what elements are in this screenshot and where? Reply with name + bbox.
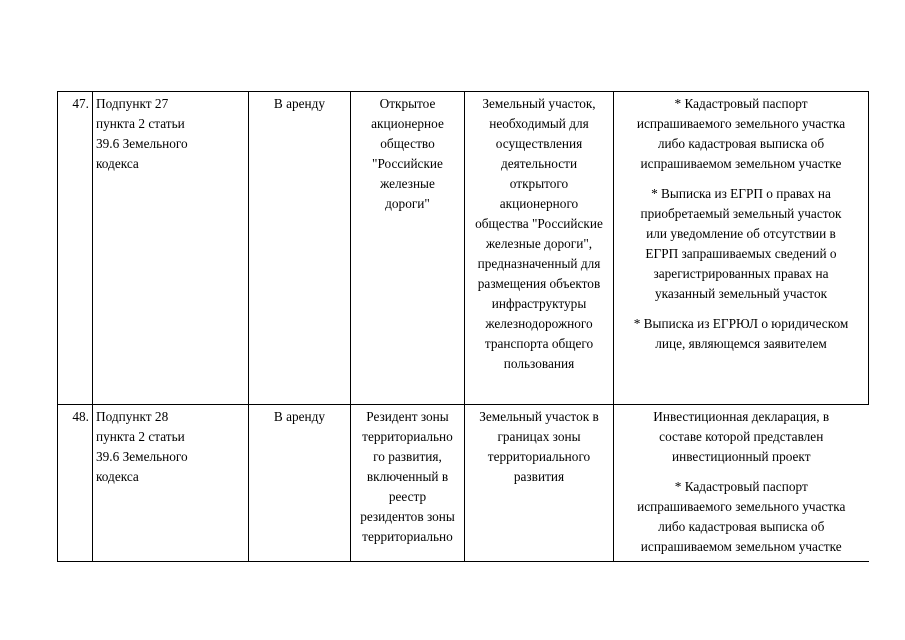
holder-line: Резидент зоны — [366, 409, 449, 424]
plot-line: Земельный участок в — [479, 409, 599, 424]
plot-line: инфраструктуры — [491, 296, 587, 311]
right-type: В аренду — [249, 92, 351, 405]
plot-line: общества "Российские — [475, 216, 603, 231]
document-line: * Выписка из ЕГРЮЛ о юридическом — [633, 316, 849, 331]
plot-line: открытого — [509, 176, 569, 191]
document-line: испрашиваемом земельном участке — [640, 539, 842, 554]
holder-line: акционерное — [371, 116, 444, 131]
holder-line: "Российские — [372, 156, 443, 171]
row-number: 48. — [58, 405, 93, 562]
document-line: * Кадастровый паспорт — [674, 479, 808, 494]
document-line: приобретаемый земельный участок — [640, 206, 842, 221]
document-line: указанный земельный участок — [654, 286, 828, 301]
plot-line: транспорта общего — [484, 336, 594, 351]
plot-line: развития — [513, 469, 565, 484]
basis-line: Подпункт 28 — [96, 409, 169, 424]
right-holder — [351, 92, 465, 405]
document-line: испрашиваемого земельного участка — [636, 116, 846, 131]
document-line: либо кадастровая выписка об — [658, 519, 825, 534]
document-line: Инвестиционная декларация, в — [653, 409, 830, 424]
plot-line: территориального — [487, 449, 591, 464]
document-line: * Выписка из ЕГРП о правах на — [651, 186, 831, 201]
legal-basis — [93, 92, 249, 405]
plot-line: акционерного — [499, 196, 579, 211]
holder-line: включенный в — [366, 469, 449, 484]
document-line: лице, являющемся заявителем — [655, 336, 827, 351]
basis-line: кодекса — [96, 156, 139, 171]
required-documents — [614, 405, 869, 562]
basis-line: Подпункт 27 — [96, 96, 169, 111]
paragraph-gap — [617, 304, 865, 314]
holder-line: резидентов зоны — [360, 509, 455, 524]
land-plot-description — [465, 405, 614, 562]
basis-line: кодекса — [96, 469, 139, 484]
plot-line: железные дороги", — [485, 236, 593, 251]
holder-line: дороги" — [385, 196, 430, 211]
table-row — [58, 92, 869, 405]
plot-line: пользования — [503, 356, 575, 371]
land-documents-table — [57, 91, 869, 562]
plot-line: осуществления — [495, 136, 583, 151]
basis-line: пункта 2 статьи — [96, 116, 185, 131]
plot-line: предназначенный для — [477, 256, 601, 271]
plot-line: деятельности — [500, 156, 578, 171]
document-line: испрашиваемого земельного участка — [637, 499, 846, 514]
required-documents — [614, 92, 869, 405]
holder-line: общество — [380, 136, 435, 151]
document-line: испрашиваемом земельном участке — [640, 156, 842, 171]
holder-line: го развития, — [373, 449, 442, 464]
document-line: или уведомление об отсутствии в — [646, 226, 836, 241]
legal-basis — [93, 405, 249, 562]
land-plot-description — [465, 92, 614, 405]
row-number: 47. — [58, 92, 93, 405]
basis-line: 39.6 Земельного — [96, 136, 188, 151]
plot-line: железнодорожного — [485, 316, 593, 331]
holder-line: Открытое — [379, 96, 436, 111]
document-line: зарегистрированных правах на — [653, 266, 829, 281]
plot-line: Земельный участок, — [482, 96, 596, 111]
holder-line: территориально — [362, 429, 453, 444]
document-line: инвестиционный проект — [671, 449, 811, 464]
document-line: ЕГРП запрашиваемых сведений о — [645, 246, 837, 261]
plot-line: размещения объектов — [477, 276, 601, 291]
holder-line: реестр — [388, 489, 427, 504]
holder-line: территориально — [362, 529, 453, 544]
right-type: В аренду — [249, 405, 351, 562]
plot-line: необходимый для — [489, 116, 589, 131]
document-line: либо кадастровая выписка об — [657, 136, 825, 151]
plot-line: границах зоны — [497, 429, 581, 444]
right-holder — [351, 405, 465, 562]
paragraph-gap — [617, 174, 865, 184]
document-line: составе которой представлен — [659, 429, 824, 444]
table-row — [58, 405, 869, 562]
basis-line: 39.6 Земельного — [96, 449, 188, 464]
paragraph-gap — [617, 467, 866, 477]
basis-line: пункта 2 статьи — [96, 429, 185, 444]
holder-line: железные — [380, 176, 435, 191]
document-line: * Кадастровый паспорт — [674, 96, 808, 111]
